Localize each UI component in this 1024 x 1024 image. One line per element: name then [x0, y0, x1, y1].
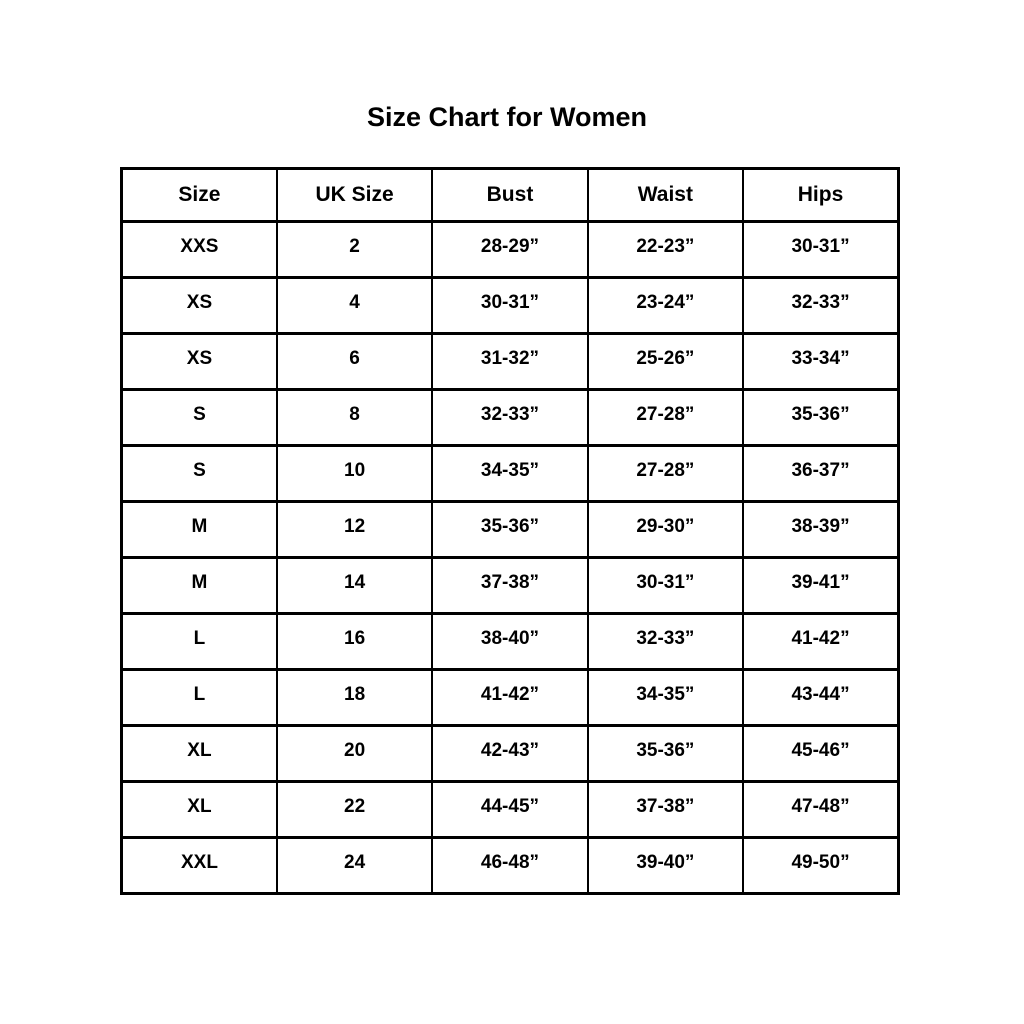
cell-waist: 27-28” [588, 390, 743, 446]
cell-size: XXS [122, 222, 277, 278]
cell-hips: 39-41” [743, 558, 898, 614]
cell-size: M [122, 502, 277, 558]
cell-bust: 32-33” [432, 390, 587, 446]
cell-size: M [122, 558, 277, 614]
cell-waist: 37-38” [588, 782, 743, 838]
cell-size: L [122, 670, 277, 726]
table-row [122, 614, 899, 670]
table-row [122, 558, 899, 614]
cell-size: S [122, 390, 277, 446]
cell-bust: 37-38” [432, 558, 587, 614]
cell-uk-size: 10 [277, 446, 432, 502]
cell-waist: 22-23” [588, 222, 743, 278]
cell-bust: 44-45” [432, 782, 587, 838]
cell-size: S [122, 446, 277, 502]
cell-hips: 43-44” [743, 670, 898, 726]
cell-waist: 39-40” [588, 838, 743, 894]
cell-uk-size: 6 [277, 334, 432, 390]
cell-bust: 41-42” [432, 670, 587, 726]
table-row [122, 726, 899, 782]
cell-waist: 23-24” [588, 278, 743, 334]
cell-hips: 47-48” [743, 782, 898, 838]
cell-bust: 28-29” [432, 222, 587, 278]
cell-uk-size: 12 [277, 502, 432, 558]
table-row [122, 278, 899, 334]
cell-uk-size: 16 [277, 614, 432, 670]
header-cell-size: Size [122, 169, 277, 222]
cell-bust: 35-36” [432, 502, 587, 558]
table-row [122, 670, 899, 726]
cell-waist: 25-26” [588, 334, 743, 390]
table-row [122, 446, 899, 502]
cell-bust: 42-43” [432, 726, 587, 782]
cell-uk-size: 8 [277, 390, 432, 446]
cell-hips: 45-46” [743, 726, 898, 782]
table-row [122, 782, 899, 838]
cell-bust: 38-40” [432, 614, 587, 670]
cell-waist: 29-30” [588, 502, 743, 558]
cell-uk-size: 14 [277, 558, 432, 614]
cell-hips: 33-34” [743, 334, 898, 390]
cell-bust: 31-32” [432, 334, 587, 390]
table-row [122, 502, 899, 558]
table-body [122, 222, 899, 894]
cell-size: XXL [122, 838, 277, 894]
cell-hips: 36-37” [743, 446, 898, 502]
cell-uk-size: 4 [277, 278, 432, 334]
cell-uk-size: 22 [277, 782, 432, 838]
cell-size: XS [122, 278, 277, 334]
cell-hips: 32-33” [743, 278, 898, 334]
header-row [122, 169, 899, 222]
header-cell-hips: Hips [743, 169, 898, 222]
cell-uk-size: 2 [277, 222, 432, 278]
header-cell-waist: Waist [588, 169, 743, 222]
cell-hips: 38-39” [743, 502, 898, 558]
cell-size: XS [122, 334, 277, 390]
cell-size: L [122, 614, 277, 670]
cell-waist: 32-33” [588, 614, 743, 670]
cell-bust: 34-35” [432, 446, 587, 502]
cell-hips: 35-36” [743, 390, 898, 446]
cell-hips: 30-31” [743, 222, 898, 278]
cell-waist: 30-31” [588, 558, 743, 614]
cell-waist: 34-35” [588, 670, 743, 726]
table-row [122, 334, 899, 390]
cell-size: XL [122, 726, 277, 782]
table-row [122, 390, 899, 446]
page-title: Size Chart for Women [366, 102, 648, 132]
cell-bust: 46-48” [432, 838, 587, 894]
header-cell-uk-size: UK Size [277, 169, 432, 222]
cell-uk-size: 24 [277, 838, 432, 894]
table-row [122, 838, 899, 894]
cell-waist: 35-36” [588, 726, 743, 782]
cell-size: XL [122, 782, 277, 838]
size-table [120, 167, 900, 895]
cell-uk-size: 18 [277, 670, 432, 726]
table-row [122, 222, 899, 278]
cell-waist: 27-28” [588, 446, 743, 502]
header-cell-bust: Bust [432, 169, 587, 222]
cell-uk-size: 20 [277, 726, 432, 782]
cell-bust: 30-31” [432, 278, 587, 334]
table-head [122, 169, 899, 222]
cell-hips: 41-42” [743, 614, 898, 670]
cell-hips: 49-50” [743, 838, 898, 894]
